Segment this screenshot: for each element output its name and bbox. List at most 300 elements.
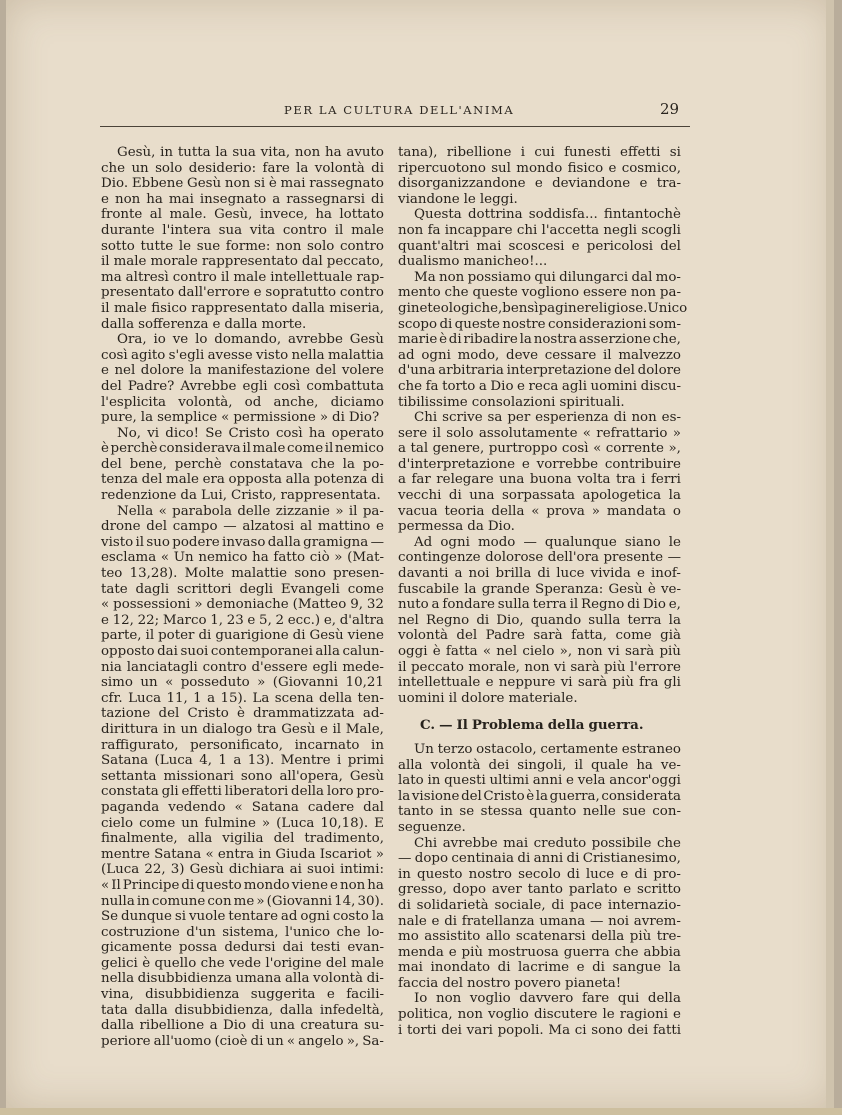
word: ferri (650, 472, 681, 488)
word: del (158, 706, 180, 722)
word: vina, (101, 987, 134, 1003)
word: lo- (367, 924, 384, 940)
word: alla (285, 472, 311, 488)
word: volere (341, 363, 384, 379)
text-line (101, 660, 384, 676)
word: vela (577, 773, 606, 789)
word: del (141, 472, 163, 488)
text-line (101, 285, 384, 301)
word: ecc.) (287, 612, 321, 628)
word: d'una (398, 363, 436, 379)
word: altresì (125, 269, 169, 285)
word: e, (323, 612, 337, 628)
text-line (101, 176, 384, 192)
word: tentare (228, 909, 278, 925)
word: si (174, 909, 187, 925)
word: » (375, 846, 384, 862)
text-line (398, 566, 681, 582)
text-line (398, 644, 681, 660)
word: di (448, 488, 462, 504)
word: fa (427, 222, 441, 238)
word: Ma (414, 269, 436, 285)
word: manifestazione (207, 363, 311, 379)
word: è (439, 332, 448, 348)
word: di (198, 628, 212, 644)
word: di (517, 851, 531, 867)
word: male (252, 441, 286, 457)
word: sulla (588, 612, 621, 628)
word: intellettuale (398, 675, 481, 691)
word: male (351, 955, 384, 971)
word: pianeta! (565, 975, 622, 991)
word: me (233, 893, 255, 909)
word: corrente (605, 441, 664, 457)
text-line (101, 597, 384, 613)
word: presen- (333, 566, 384, 582)
word: fare (262, 160, 290, 176)
text-line (101, 987, 384, 1003)
word: Cristo, (231, 488, 277, 504)
word: rappresentato (191, 300, 288, 316)
text-line (398, 395, 681, 411)
word: mai (503, 835, 529, 851)
word: sulla (497, 597, 530, 613)
word: Avrebbe (180, 378, 237, 394)
word: 9, (350, 597, 363, 613)
word: al (149, 207, 163, 223)
word: della (491, 503, 525, 519)
word: rap- (356, 269, 384, 285)
word: peccato (410, 659, 464, 675)
word: dei (441, 1022, 462, 1038)
word: dagli (135, 581, 170, 597)
text-line (398, 254, 681, 270)
word: periore (101, 1033, 151, 1049)
word: E (374, 815, 384, 831)
word: apologetica (582, 488, 662, 504)
word: dolore (140, 363, 185, 379)
word: e (253, 285, 262, 301)
word: Ad (414, 534, 433, 550)
word: (Mat- (347, 550, 384, 566)
word: i (337, 753, 342, 769)
text-line (101, 940, 384, 956)
word: nostro (468, 866, 512, 882)
word: disubbidienza, (174, 1002, 274, 1018)
word: cfr. (101, 690, 123, 706)
word: sul (491, 160, 511, 176)
word: infedeltà, (319, 1002, 384, 1018)
word: uomini (590, 378, 638, 394)
word: delle (237, 503, 271, 519)
text-line (398, 804, 681, 820)
page-edge-bottom (0, 1108, 842, 1115)
word: Gesù (349, 332, 384, 348)
word: religiose. (584, 300, 648, 316)
word: arbitraria (438, 363, 504, 379)
word: operato (331, 425, 384, 441)
word: gresso, (398, 882, 447, 898)
word: Luca (128, 690, 162, 706)
word: sarà (533, 628, 563, 644)
text-line (101, 816, 384, 832)
text-line (101, 379, 384, 395)
word: Ora, (117, 332, 147, 348)
text-line (101, 956, 384, 972)
text-line (101, 769, 384, 785)
word: centinaia (451, 851, 515, 867)
word: scatenarsi (515, 929, 586, 945)
word: la (668, 488, 681, 504)
text-line (101, 925, 384, 941)
word: anni (533, 851, 564, 867)
word: dichiara (228, 862, 285, 878)
word: fisico (151, 300, 187, 316)
word: popoli. (497, 1022, 544, 1038)
word: C. (420, 717, 436, 734)
word: pro- (356, 784, 384, 800)
word: Dio. (487, 519, 515, 535)
text-line (398, 960, 681, 976)
word: 14, (334, 893, 356, 909)
word: il (448, 690, 458, 706)
word: più (612, 675, 634, 691)
word: 22, (144, 862, 166, 878)
word: contemporanei (210, 644, 313, 659)
word: sua (232, 145, 256, 160)
text-line (101, 192, 384, 208)
text-line (398, 363, 681, 379)
word: l'unico (285, 924, 331, 940)
word: diciamo (330, 394, 384, 410)
word: volontà (430, 757, 481, 773)
word: calun- (342, 644, 384, 659)
word: teologiche, (427, 300, 503, 316)
word: fatti (653, 1022, 681, 1038)
word: sopratutto (265, 285, 337, 301)
word: avrem- (633, 913, 681, 929)
word: Dio. (101, 176, 129, 192)
word: cielo (522, 644, 555, 659)
word: egli (312, 659, 338, 675)
word: 10,21 (345, 675, 384, 691)
word: pagine (538, 300, 585, 316)
word: Satana (154, 846, 202, 862)
word: è (432, 644, 441, 659)
word: entra (217, 846, 255, 862)
word: purtroppo (488, 441, 558, 457)
text-line (398, 519, 681, 535)
word: dalla (134, 1002, 168, 1018)
word: la (342, 456, 355, 472)
word: poter (158, 628, 195, 644)
word: Dio? (348, 410, 380, 426)
running-title: PER LA CULTURA DELL'ANIMA (284, 103, 515, 117)
text-line (101, 457, 384, 473)
word: bene, (129, 456, 167, 472)
word: 11, (166, 690, 188, 706)
text-column-right (398, 145, 688, 1038)
word: inof- (650, 566, 681, 582)
text-line (398, 789, 681, 805)
word: a (454, 566, 463, 582)
word: suggerita (250, 987, 316, 1003)
word: estraneo (621, 741, 681, 757)
word: di- (366, 971, 384, 987)
word: evan- (347, 940, 384, 956)
word: 3) (170, 862, 185, 878)
word: tate (101, 581, 128, 597)
word: alla (284, 971, 310, 987)
word: e (330, 877, 338, 893)
word: dualismo (398, 254, 460, 270)
word: rappresentato (201, 254, 298, 270)
word: mo- (655, 269, 681, 285)
word: deviandone (552, 176, 631, 192)
word: il (220, 269, 230, 285)
text-line (101, 441, 384, 457)
text-line (101, 628, 384, 644)
word: alla (315, 644, 340, 659)
word: 1 (193, 690, 202, 706)
word: volontà (398, 628, 448, 644)
word: dilungarci (559, 269, 629, 285)
word: che (101, 160, 126, 176)
word: il (334, 222, 344, 238)
word: nuto (398, 597, 429, 613)
text-line (101, 332, 384, 348)
text-line (101, 831, 384, 847)
word: da (467, 519, 484, 535)
word: 23 (226, 612, 244, 628)
word: vi (147, 425, 160, 441)
word: d'altra (339, 612, 384, 628)
word: degli (239, 581, 274, 597)
word: di (537, 566, 551, 582)
word: sua (218, 222, 243, 238)
word: era (202, 472, 225, 488)
text-line (101, 535, 384, 551)
word: scogli (641, 222, 681, 238)
text-line (101, 862, 384, 878)
text-line (101, 207, 384, 223)
word: la (215, 145, 228, 160)
word: nella (291, 347, 325, 363)
text-line (101, 894, 384, 910)
word: di (613, 410, 627, 426)
word: di (476, 612, 490, 628)
word: primi (347, 753, 384, 769)
word: a (398, 472, 406, 488)
word: dolore (461, 690, 505, 706)
text-line (398, 867, 681, 883)
word: il (101, 300, 110, 316)
word: ha (324, 145, 342, 160)
word: un (181, 815, 199, 831)
word: Dio (490, 378, 514, 394)
word: tra (615, 472, 636, 488)
word: l'intera (162, 222, 211, 238)
word: e (448, 944, 457, 960)
text-line (398, 145, 681, 161)
word: Giuda (275, 846, 316, 862)
word: possa (178, 940, 218, 956)
word: non (577, 644, 603, 659)
text-line (101, 145, 384, 161)
word: « (286, 1033, 296, 1049)
word: e (485, 675, 494, 691)
word: (Giovanni (266, 893, 333, 909)
word: presente (603, 550, 664, 566)
word: campo (172, 519, 218, 535)
word: la (296, 160, 309, 176)
word: su- (363, 1018, 384, 1034)
word: durante (101, 222, 155, 238)
text-line (101, 254, 384, 270)
word: (Giovanni (272, 675, 339, 691)
text-line (101, 738, 384, 754)
word: gli (161, 784, 179, 800)
word: mostruosa (487, 944, 559, 960)
word: — (398, 851, 412, 867)
word: alla (398, 757, 423, 773)
word: e, (668, 597, 681, 613)
text-line (101, 301, 384, 317)
word: personificato, (190, 737, 283, 753)
word: pa- (659, 285, 681, 301)
word: Ma (548, 1022, 571, 1038)
word: effetti (181, 784, 222, 800)
word: visione (411, 788, 460, 804)
word: fatta, (571, 628, 608, 644)
word: funesti (564, 145, 611, 160)
word: tazione (101, 706, 151, 722)
text-line (101, 426, 384, 442)
word: umana (539, 913, 586, 929)
word: Marco (162, 612, 207, 628)
word: bensì (502, 300, 539, 316)
word: (cioè (214, 1033, 248, 1049)
word: e (620, 866, 629, 882)
word: avrebbe (442, 835, 498, 851)
word: ten- (357, 690, 384, 706)
word: raffigurato, (101, 737, 179, 753)
word: possessioni (113, 597, 191, 613)
word: oggi (398, 644, 428, 659)
word: simo (101, 675, 133, 691)
text-line (398, 628, 681, 644)
word: la (398, 788, 411, 804)
word: ad (398, 347, 415, 363)
word: male (113, 254, 147, 270)
word: un (266, 1033, 284, 1049)
word: ogni (300, 909, 330, 925)
word: discu- (640, 378, 681, 394)
text-line (101, 550, 384, 566)
word: come (347, 581, 384, 597)
word: Un (173, 550, 194, 566)
text-line (398, 613, 681, 629)
word: genere, (432, 441, 485, 457)
word: in (160, 145, 174, 160)
word: « (234, 799, 243, 815)
word: buona (529, 472, 572, 488)
word: di (444, 913, 458, 929)
word: scrittori (177, 581, 232, 597)
word: ultimi (489, 773, 530, 789)
word: ai (289, 862, 302, 878)
word: l'esplicita (101, 394, 167, 410)
word: solo (155, 160, 183, 176)
word: forme: (225, 238, 271, 254)
word: d'interpretazione (398, 456, 516, 472)
text-line (101, 566, 384, 582)
word: avuto (346, 145, 384, 160)
word: più (659, 644, 681, 659)
word: agito (131, 347, 166, 363)
word: si (253, 176, 266, 192)
word: terzo (437, 741, 473, 757)
word: vedendo (168, 799, 226, 815)
word: tradimento, (304, 831, 384, 847)
text-line (101, 1034, 384, 1050)
word: Gesù, (214, 207, 253, 223)
word: reca (528, 378, 559, 394)
word: mede- (342, 659, 384, 675)
word: ribellione (139, 1018, 205, 1034)
word: » (319, 410, 329, 426)
word: manicheo!... (463, 254, 548, 270)
text-line (101, 706, 384, 722)
word: è (142, 955, 151, 971)
word: non (630, 285, 657, 301)
word: sono (240, 768, 273, 784)
word: vacua (398, 503, 438, 519)
word: possiamo (467, 269, 532, 285)
word: Speranza: (535, 581, 604, 597)
word: della (319, 690, 353, 706)
word: povero (514, 975, 561, 991)
text-line (101, 878, 384, 894)
word: del (315, 363, 337, 379)
text-line (398, 504, 681, 520)
word: le (178, 238, 192, 254)
text-line (398, 223, 681, 239)
word: sorpassata (502, 488, 576, 504)
word: nostre (502, 316, 546, 332)
word: dei (627, 1022, 649, 1038)
word: terra (532, 597, 567, 613)
word: dalla (291, 300, 325, 316)
word: umana (235, 971, 282, 987)
word: Regno (581, 597, 625, 613)
word: di (292, 628, 306, 644)
word: visto (101, 534, 134, 550)
text-line (101, 410, 384, 426)
word: voglio (469, 991, 511, 1007)
word: constata (101, 784, 159, 800)
word: non (224, 176, 251, 192)
word: e (534, 176, 543, 192)
word: di (371, 191, 384, 207)
word: d'essere (251, 659, 308, 675)
word: di (497, 960, 511, 976)
word: l'origine (265, 955, 322, 971)
word: i (520, 145, 526, 160)
word: permissione (233, 410, 316, 426)
word: della (591, 929, 625, 945)
text-line (398, 945, 681, 961)
